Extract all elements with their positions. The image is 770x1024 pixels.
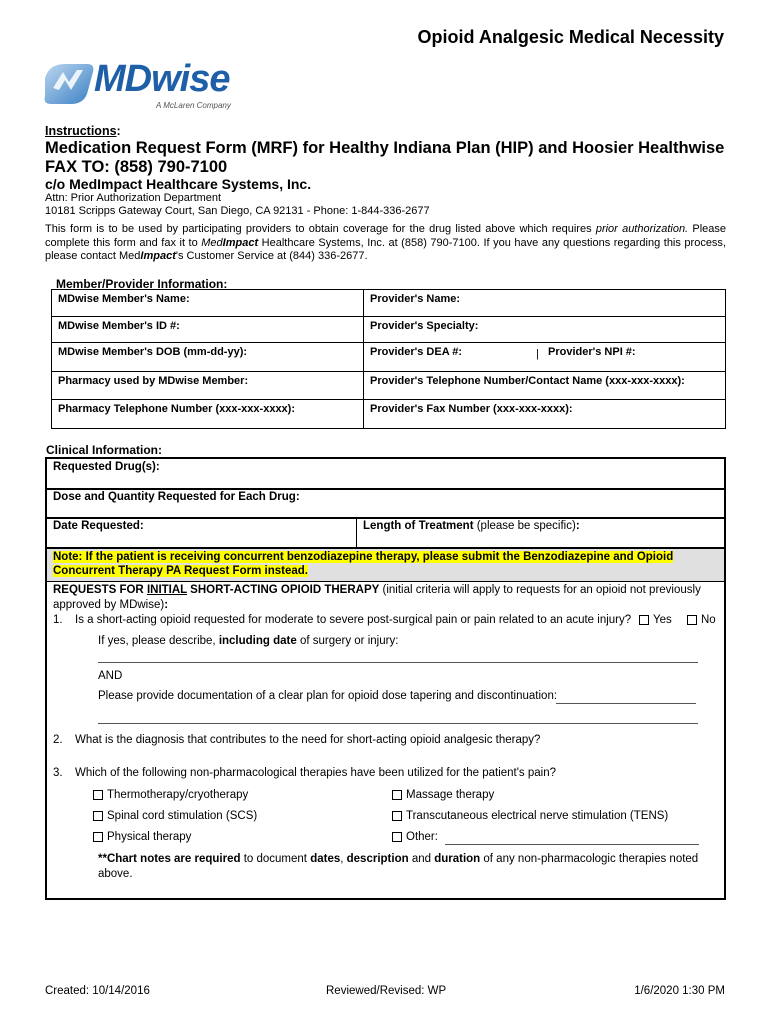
checkbox-icon[interactable] — [392, 811, 402, 821]
logo-wordmark: MDwise — [94, 58, 230, 100]
benzodiazepine-note: Note: If the patient is receiving concurrent benzodiazepine therapy, please submit the Benzodiazepine and Opioid Concurrent Therapy PA Request Form instead. — [53, 551, 674, 577]
provider-name-field[interactable]: Provider's Name: — [364, 290, 726, 317]
checkbox-icon[interactable] — [93, 790, 103, 800]
provider-phone-field[interactable]: Provider's Telephone Number/Contact Name (xxx-xxx-xxxx): — [364, 372, 726, 400]
therapy-option[interactable]: Spinal cord stimulation (SCS) — [93, 810, 257, 822]
checkbox-icon[interactable] — [93, 832, 103, 842]
initial-request-heading: REQUESTS FOR INITIAL SHORT-ACTING OPIOID THERAPY (initial criteria will apply to requests for an opioid not previously approved by MDwise): — [53, 584, 701, 611]
checkbox-icon[interactable] — [392, 832, 402, 842]
q1-plan-inline-line[interactable] — [556, 703, 696, 704]
and-label: AND — [98, 670, 123, 682]
q1-describe-line[interactable] — [98, 662, 698, 663]
member-name-field[interactable]: MDwise Member's Name: — [52, 290, 364, 317]
provider-fax-field[interactable]: Provider's Fax Number (xxx-xxx-xxxx): — [364, 400, 726, 429]
clinical-label: Clinical Information: — [46, 443, 163, 457]
company-heading: c/o MedImpact Healthcare Systems, Inc. — [45, 176, 312, 192]
requested-drugs-field[interactable]: Requested Drug(s): — [53, 461, 160, 473]
question-1-text: Is a short-acting opioid requested for moderate to severe post-surgical pain or pain related to an acute injury? — [75, 614, 632, 626]
address-line: 10181 Scripps Gateway Court, San Diego, CA 92131 - Phone: 1-844-336-2677 — [45, 205, 430, 217]
question-3-number: 3. — [53, 767, 63, 779]
member-id-field[interactable]: MDwise Member's ID #: — [52, 317, 364, 343]
fax-heading: FAX TO: (858) 790-7100 — [45, 158, 228, 176]
footer-created: Created: 10/14/2016 — [45, 985, 150, 997]
checkbox-icon[interactable] — [93, 811, 103, 821]
therapy-option[interactable]: Thermotherapy/cryotherapy — [93, 789, 248, 801]
form-heading: Medication Request Form (MRF) for Healthy Indiana Plan (HIP) and Hoosier Healthwise — [45, 139, 725, 157]
instructions-label: Instructions: — [45, 124, 121, 138]
q1-no-option[interactable]: No — [687, 614, 716, 626]
member-dob-field[interactable]: MDwise Member's DOB (mm-dd-yy): — [52, 343, 364, 372]
checkbox-icon[interactable] — [392, 790, 402, 800]
intro-paragraph: This form is to be used by participating providers to obtain coverage for the drug listed above which requires prior authorization. Please complete this form and fax it to MedImpact Healthcare Systems, Inc. at (858) 790-7100. If you have any questions regarding this process, please contact MedImpact's Customer Service at (844) 336-2677. — [45, 223, 727, 262]
q1-plan-prompt: Please provide documentation of a clear plan for opioid dose tapering and discontinuation: — [98, 690, 558, 702]
question-2-number: 2. — [53, 734, 63, 746]
question-3-text: Which of the following non-pharmacological therapies have been utilized for the patient's pain? — [75, 767, 557, 779]
logo-subtitle: A McLaren Company — [156, 101, 231, 110]
pharmacy-phone-field[interactable]: Pharmacy Telephone Number (xxx-xxx-xxxx): — [52, 400, 364, 429]
checkbox-icon[interactable] — [639, 615, 649, 625]
provider-npi-label: Provider's NPI #: — [548, 346, 636, 358]
other-therapy-line[interactable] — [445, 844, 699, 845]
checkbox-icon[interactable] — [687, 615, 697, 625]
dose-quantity-field[interactable]: Dose and Quantity Requested for Each Drug: — [53, 491, 300, 503]
therapy-option[interactable]: Transcutaneous electrical nerve stimulation (TENS) — [392, 810, 668, 822]
member-provider-table — [51, 289, 726, 429]
footer-date: 1/6/2020 1:30 PM — [634, 985, 725, 997]
attn-line: Attn: Prior Authorization Department — [45, 192, 222, 204]
chart-notes-instruction: **Chart notes are required to document dates, description and duration of any non-pharmacologic therapies noted above. — [98, 853, 699, 880]
date-requested-field[interactable]: Date Requested: — [53, 520, 144, 532]
provider-specialty-field[interactable]: Provider's Specialty: — [364, 317, 726, 343]
footer-revised: Reviewed/Revised: WP — [326, 985, 447, 997]
q1-plan-line[interactable] — [98, 723, 698, 724]
clinical-box — [45, 457, 726, 900]
pharmacy-field[interactable]: Pharmacy used by MDwise Member: — [52, 372, 364, 400]
length-of-treatment-field[interactable]: Length of Treatment (please be specific): — [363, 520, 580, 532]
member-provider-label: Member/Provider Information: — [56, 277, 228, 291]
therapy-option[interactable]: Physical therapy — [93, 831, 191, 843]
q1-yes-option[interactable]: Yes — [639, 614, 672, 626]
document-title: Opioid Analgesic Medical Necessity — [417, 27, 724, 47]
therapy-option-other[interactable]: Other: — [392, 831, 438, 843]
provider-dea-field[interactable]: Provider's DEA #: | Provider's NPI #: — [364, 343, 726, 372]
question-2-text: What is the diagnosis that contributes to the need for short-acting opioid analgesic therapy? — [75, 734, 541, 746]
q1-describe-prompt: If yes, please describe, including date of surgery or injury: — [98, 635, 399, 647]
therapy-option[interactable]: Massage therapy — [392, 789, 494, 801]
question-1-number: 1. — [53, 614, 63, 626]
